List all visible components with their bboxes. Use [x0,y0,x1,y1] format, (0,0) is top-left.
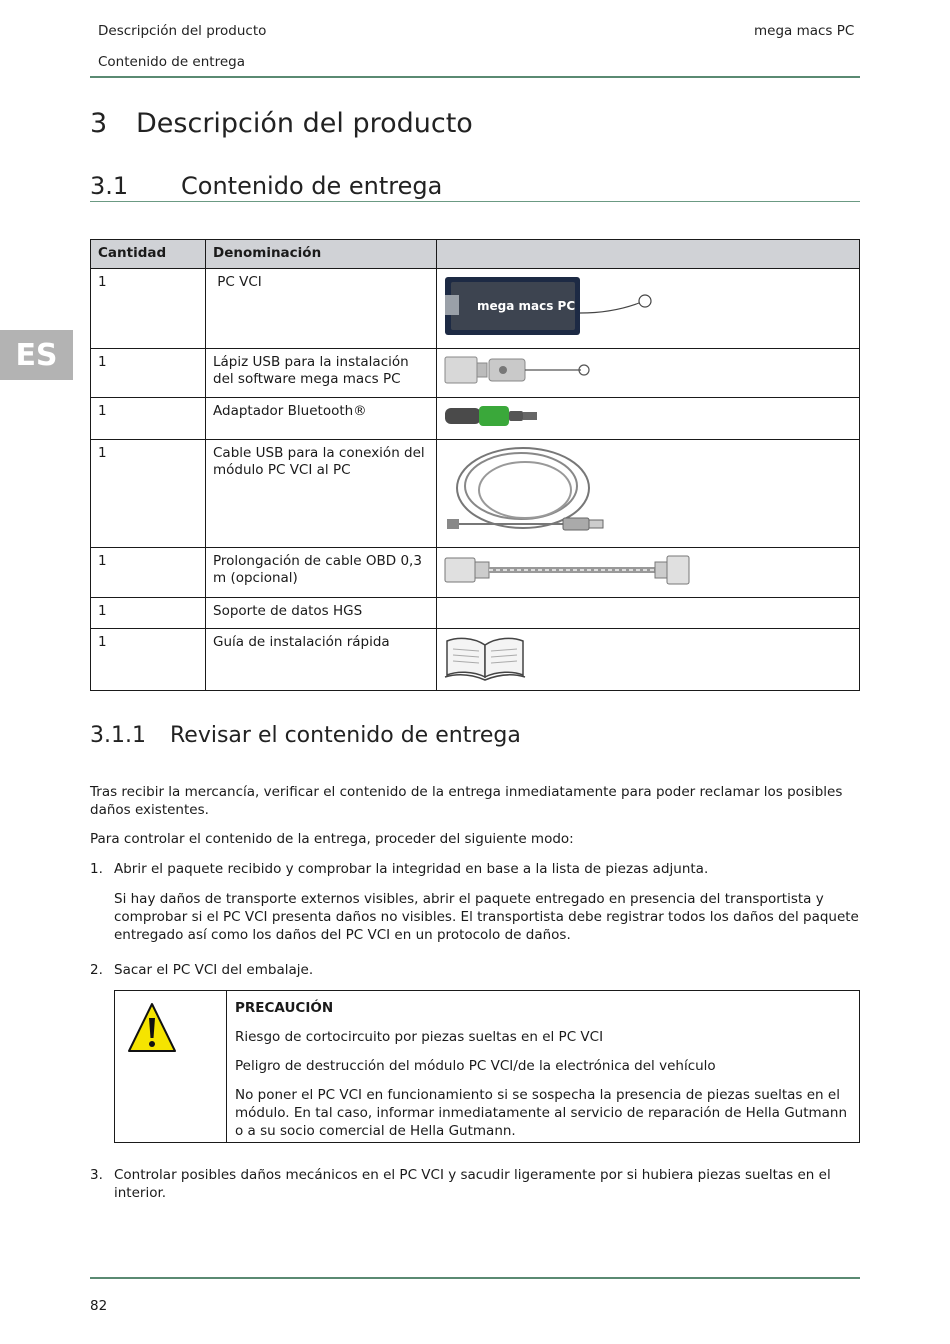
step-number: 2. [90,962,103,978]
name-cell: Cable USB para la conexión del módulo PC VCI al PC [206,440,437,548]
subsection-title: Revisar el contenido de entrega [170,723,521,748]
section-heading [90,172,442,200]
usb-stick-icon [443,353,593,387]
name-cell: Prolongación de cable OBD 0,3 m (opcional) [206,548,437,598]
header-name: Denominación [206,240,437,269]
qty-cell: 1 [91,629,206,691]
name-cell: PC VCI [206,269,437,349]
procedure-intro: Para controlar el contenido de la entrega, proceder del siguiente modo: [90,831,574,847]
page-number: 82 [90,1298,108,1314]
qty-cell: 1 [91,349,206,398]
qty-cell: 1 [91,440,206,548]
table-row [91,440,860,548]
caution-line: Riesgo de cortocircuito por piezas sueltas en el PC VCI [235,1029,604,1045]
caution-icon-cell [115,991,227,1142]
warning-triangle-icon [127,1002,177,1054]
header-section: Descripción del producto [98,23,267,39]
subsection-number: 3.1.1 [90,723,146,748]
table-row [91,598,860,629]
name-cell: Lápiz USB para la instalación del software mega macs PC [206,349,437,398]
footer-rule [90,1277,860,1279]
caution-text [235,999,849,1151]
step-text: Controlar posibles daños mecánicos en el PC VCI y sacudir ligeramente por si hubiera piezas sueltas en el interior. [114,1167,831,1201]
obd-extension-cable-icon [443,552,693,588]
qty-cell: 1 [91,598,206,629]
step-number: 1. [90,861,103,877]
pc-vci-module-icon [443,273,663,339]
qty-cell: 1 [91,548,206,598]
section-number: 3.1 [90,172,129,200]
caution-line: Peligro de destrucción del módulo PC VCI/de la electrónica del vehículo [235,1058,716,1074]
name-cell: Adaptador Bluetooth® [206,398,437,440]
table-row [91,398,860,440]
section-title: Contenido de entrega [181,172,443,200]
intro-paragraph: Tras recibir la mercancía, verificar el contenido de la entrega inmediatamente para poder reclamar los posibles daños existentes. [90,784,843,818]
image-cell [437,598,860,629]
name-cell: Soporte de datos HGS [206,598,437,629]
image-cell [437,269,860,349]
step-text: Sacar el PC VCI del embalaje. [114,962,314,978]
image-cell [437,349,860,398]
caution-title: PRECAUCIÓN [235,1000,334,1016]
chapter-number: 3 [90,108,108,139]
qty-cell: 1 [91,398,206,440]
header-product: mega macs PC [754,23,855,39]
header-subsection: Contenido de entrega [98,54,245,70]
image-cell [437,548,860,598]
caution-line: No poner el PC VCI en funcionamiento si se sospecha la presencia de piezas sueltas en el módulo. En tal caso, informar inmediatamente al servicio de reparación de Hella Gutmann o a su socio comercial de Hella Gutmann. [235,1087,848,1139]
table-row [91,349,860,398]
chapter-title: Descripción del producto [136,108,473,139]
image-cell [437,629,860,691]
table-row [91,629,860,691]
delivery-contents-table [90,239,860,691]
header-rule [90,76,860,78]
name-cell: Guía de instalación rápida [206,629,437,691]
table-row [91,548,860,598]
device-label: mega macs PC [477,299,576,313]
image-cell [437,398,860,440]
usb-cable-icon [443,444,613,538]
image-cell [437,440,860,548]
section-rule [90,201,860,202]
open-book-icon [443,633,527,681]
bluetooth-adapter-icon [443,402,543,430]
caution-box [114,990,860,1143]
chapter-heading [90,108,473,139]
step-text: Abrir el paquete recibido y comprobar la integridad en base a la lista de piezas adjunta. [114,861,709,877]
language-tab: ES [0,330,73,380]
header-quantity: Cantidad [91,240,206,269]
table-row [91,269,860,349]
table-header-row [91,240,860,269]
step-number: 3. [90,1167,103,1183]
step-note-text: Si hay daños de transporte externos visibles, abrir el paquete entregado en presencia del transportista y comprobar si el PC VCI presenta daños no visibles. El transportista debe registrar todos los daños del paquete entregado así como los daños del PC VCI en un protocolo de daños. [114,891,859,943]
qty-cell: 1 [91,269,206,349]
header-image [437,240,860,269]
subsection-heading [90,723,521,748]
